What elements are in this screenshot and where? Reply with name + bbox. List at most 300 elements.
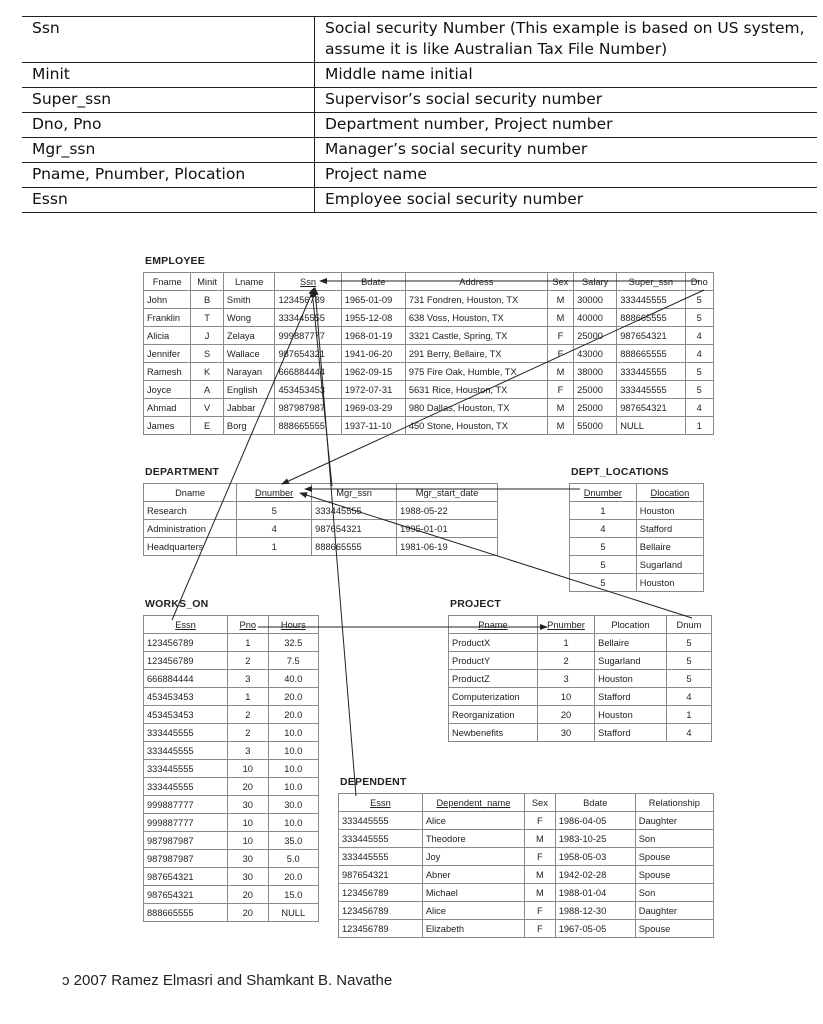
dependent-cell: Son [635, 884, 713, 902]
project-cell: ProductY [449, 652, 538, 670]
employee-column-header: Salary [574, 273, 617, 291]
employee-cell: 5631 Rice, Houston, TX [405, 381, 547, 399]
employee-cell: English [223, 381, 275, 399]
works-on-cell: 30 [228, 850, 268, 868]
dept-locations-header-row [570, 484, 704, 502]
employee-cell: M [547, 309, 573, 327]
dependent-row [339, 812, 714, 830]
employee-cell: 4 [685, 345, 713, 363]
dependent-cell: 333445555 [339, 848, 423, 866]
project-table [448, 615, 712, 742]
employee-cell: 291 Berry, Bellaire, TX [405, 345, 547, 363]
project-cell: Reorganization [449, 706, 538, 724]
works-on-cell: 2 [228, 652, 268, 670]
dept-locations-table [569, 483, 704, 592]
department-cell: Research [144, 502, 237, 520]
dept-locations-cell: Bellaire [636, 538, 703, 556]
employee-column-header: Minit [191, 273, 224, 291]
faint-caption [320, 238, 323, 247]
employee-cell: Alicia [144, 327, 191, 345]
employee-cell: J [191, 327, 224, 345]
dependent-cell: F [525, 920, 556, 938]
employee-cell: K [191, 363, 224, 381]
dept-locations-cell: 4 [570, 520, 637, 538]
works-on-cell: NULL [268, 904, 318, 922]
dept-locations-cell: Houston [636, 574, 703, 592]
works-on-cell: 1 [228, 688, 268, 706]
employee-cell: 999887777 [275, 327, 341, 345]
employee-table [143, 272, 714, 435]
employee-cell: 40000 [574, 309, 617, 327]
employee-cell: F [547, 381, 573, 399]
dependent-cell: 1988-01-04 [555, 884, 635, 902]
dependent-cell: 123456789 [339, 884, 423, 902]
glossary-description: Supervisor’s social security number [315, 88, 818, 113]
employee-cell: 5 [685, 381, 713, 399]
employee-cell: Jabbar [223, 399, 275, 417]
department-cell: 4 [237, 520, 312, 538]
works-on-cell: 987654321 [144, 868, 228, 886]
project-cell: 5 [666, 652, 711, 670]
employee-cell: James [144, 417, 191, 435]
project-cell: Stafford [595, 688, 667, 706]
dependent-cell: 333445555 [339, 812, 423, 830]
employee-cell: John [144, 291, 191, 309]
project-cell: 5 [666, 670, 711, 688]
employee-cell: 1969-03-29 [341, 399, 405, 417]
department-cell: Administration [144, 520, 237, 538]
dept-locations-row [570, 574, 704, 592]
employee-cell: 5 [685, 309, 713, 327]
dependent-column-header: Relationship [635, 794, 713, 812]
dependent-cell: 1986-04-05 [555, 812, 635, 830]
department-row [144, 538, 498, 556]
employee-cell: Borg [223, 417, 275, 435]
works-on-cell: 10.0 [268, 814, 318, 832]
department-cell: 888665555 [312, 538, 397, 556]
dept-locations-cell: Houston [636, 502, 703, 520]
works-on-row [144, 778, 319, 796]
department-column-header: Dnumber [237, 484, 312, 502]
works-on-cell: 15.0 [268, 886, 318, 904]
works-on-cell: 40.0 [268, 670, 318, 688]
employee-header-row [144, 273, 714, 291]
employee-cell: 333445555 [617, 381, 685, 399]
department-cell: 1981-06-19 [397, 538, 498, 556]
dependent-cell: F [525, 848, 556, 866]
employee-cell: 25000 [574, 327, 617, 345]
dependent-cell: F [525, 812, 556, 830]
dependent-row [339, 920, 714, 938]
dependent-cell: Michael [422, 884, 524, 902]
employee-cell: 888665555 [275, 417, 341, 435]
dependent-cell: Spouse [635, 866, 713, 884]
project-column-header: Plocation [595, 616, 667, 634]
works-on-cell: 10.0 [268, 724, 318, 742]
employee-cell: 333445555 [617, 291, 685, 309]
employee-row [144, 291, 714, 309]
works-on-cell: 999887777 [144, 796, 228, 814]
employee-cell: 731 Fondren, Houston, TX [405, 291, 547, 309]
employee-cell: A [191, 381, 224, 399]
dependent-column-header: Dependent_name [422, 794, 524, 812]
employee-cell: 1962-09-15 [341, 363, 405, 381]
employee-title: EMPLOYEE [145, 255, 205, 267]
dependent-row [339, 848, 714, 866]
project-cell: 3 [537, 670, 594, 688]
employee-cell: 1941-06-20 [341, 345, 405, 363]
glossary-term: Minit [22, 63, 315, 88]
works-on-cell: 123456789 [144, 652, 228, 670]
project-row [449, 706, 712, 724]
employee-cell: 123456789 [275, 291, 341, 309]
glossary-term: Essn [22, 188, 315, 213]
employee-cell: 1 [685, 417, 713, 435]
employee-cell: 333445555 [617, 363, 685, 381]
dependent-column-header: Sex [525, 794, 556, 812]
works-on-cell: 30.0 [268, 796, 318, 814]
project-column-header: Pnumber [537, 616, 594, 634]
works-on-cell: 10.0 [268, 742, 318, 760]
employee-cell: F [547, 327, 573, 345]
employee-cell: 987654321 [617, 399, 685, 417]
dependent-cell: 987654321 [339, 866, 423, 884]
department-cell: 1988-05-22 [397, 502, 498, 520]
employee-column-header: Fname [144, 273, 191, 291]
employee-cell: 3321 Castle, Spring, TX [405, 327, 547, 345]
employee-cell: 1965-01-09 [341, 291, 405, 309]
employee-row [144, 381, 714, 399]
works-on-cell: 30 [228, 796, 268, 814]
dept-locations-column-header: Dlocation [636, 484, 703, 502]
works-on-row [144, 670, 319, 688]
employee-cell: 450 Stone, Houston, TX [405, 417, 547, 435]
works-on-column-header: Hours [268, 616, 318, 634]
project-row [449, 634, 712, 652]
works-on-row [144, 850, 319, 868]
works-on-cell: 999887777 [144, 814, 228, 832]
works-on-cell: 10 [228, 832, 268, 850]
employee-cell: Smith [223, 291, 275, 309]
dept-locations-cell: 5 [570, 574, 637, 592]
works-on-cell: 888665555 [144, 904, 228, 922]
dependent-cell: 1967-05-05 [555, 920, 635, 938]
dependent-cell: 123456789 [339, 902, 423, 920]
dept-locations-cell: 5 [570, 538, 637, 556]
glossary-description: Project name [315, 163, 818, 188]
works-on-column-header: Essn [144, 616, 228, 634]
employee-cell: M [547, 399, 573, 417]
project-cell: 1 [537, 634, 594, 652]
dependent-cell: Daughter [635, 902, 713, 920]
works-on-cell: 20.0 [268, 706, 318, 724]
works-on-cell: 333445555 [144, 778, 228, 796]
works-on-row [144, 742, 319, 760]
employee-cell: Wallace [223, 345, 275, 363]
works-on-cell: 1 [228, 634, 268, 652]
glossary-term: Pname, Pnumber, Plocation [22, 163, 315, 188]
works-on-cell: 5.0 [268, 850, 318, 868]
dependent-cell: 1958-05-03 [555, 848, 635, 866]
works-on-cell: 10 [228, 760, 268, 778]
dependent-cell: M [525, 830, 556, 848]
employee-cell: 43000 [574, 345, 617, 363]
department-cell: 1995-01-01 [397, 520, 498, 538]
dept-locations-row [570, 502, 704, 520]
employee-cell: M [547, 417, 573, 435]
glossary-term: Dno, Pno [22, 113, 315, 138]
glossary-description: Employee social security number [315, 188, 818, 213]
works-on-cell: 987654321 [144, 886, 228, 904]
department-cell: 333445555 [312, 502, 397, 520]
employee-cell: 5 [685, 363, 713, 381]
employee-column-header: Super_ssn [617, 273, 685, 291]
project-cell: Stafford [595, 724, 667, 742]
employee-cell: 4 [685, 327, 713, 345]
project-cell: 4 [666, 688, 711, 706]
employee-row [144, 309, 714, 327]
project-row [449, 670, 712, 688]
dependent-cell: Elizabeth [422, 920, 524, 938]
glossary-description: Manager’s social security number [315, 138, 818, 163]
employee-cell: 5 [685, 291, 713, 309]
project-cell: 10 [537, 688, 594, 706]
works-on-cell: 333445555 [144, 742, 228, 760]
dependent-cell: Abner [422, 866, 524, 884]
dept-locations-column-header: Dnumber [570, 484, 637, 502]
works-on-row [144, 868, 319, 886]
employee-cell: 4 [685, 399, 713, 417]
employee-cell: 980 Dallas, Houston, TX [405, 399, 547, 417]
dependent-cell: Spouse [635, 920, 713, 938]
employee-column-header: Address [405, 273, 547, 291]
copyright-text: ↄ 2007 Ramez Elmasri and Shamkant B. Navathe [62, 972, 393, 989]
employee-cell: M [547, 291, 573, 309]
works-on-cell: 10.0 [268, 778, 318, 796]
works-on-row [144, 688, 319, 706]
dependent-title: DEPENDENT [340, 776, 407, 788]
glossary-description: Department number, Project number [315, 113, 818, 138]
project-cell: 2 [537, 652, 594, 670]
employee-cell: Ahmad [144, 399, 191, 417]
employee-cell: 333445555 [275, 309, 341, 327]
employee-cell: 55000 [574, 417, 617, 435]
dependent-cell: Alice [422, 812, 524, 830]
dependent-cell: 333445555 [339, 830, 423, 848]
project-cell: 20 [537, 706, 594, 724]
dept-locations-row [570, 556, 704, 574]
department-title: DEPARTMENT [145, 466, 220, 478]
works-on-cell: 32.5 [268, 634, 318, 652]
employee-cell: B [191, 291, 224, 309]
dependent-cell: 1983-10-25 [555, 830, 635, 848]
employee-cell: 1968-01-19 [341, 327, 405, 345]
dependent-cell: 1988-12-30 [555, 902, 635, 920]
project-row [449, 688, 712, 706]
employee-cell: 666884444 [275, 363, 341, 381]
dependent-cell: Spouse [635, 848, 713, 866]
works-on-cell: 3 [228, 670, 268, 688]
employee-cell: Narayan [223, 363, 275, 381]
dept-locations-cell: 1 [570, 502, 637, 520]
employee-cell: 1937-11-10 [341, 417, 405, 435]
works-on-row [144, 886, 319, 904]
employee-cell: T [191, 309, 224, 327]
dept-locations-cell: Stafford [636, 520, 703, 538]
employee-column-header: Dno [685, 273, 713, 291]
employee-cell: 987654321 [617, 327, 685, 345]
employee-cell: 975 Fire Oak, Humble, TX [405, 363, 547, 381]
works-on-cell: 20 [228, 886, 268, 904]
employee-cell: Wong [223, 309, 275, 327]
works-on-cell: 666884444 [144, 670, 228, 688]
works-on-cell: 7.5 [268, 652, 318, 670]
project-cell: Houston [595, 670, 667, 688]
department-row [144, 502, 498, 520]
works-on-row [144, 652, 319, 670]
dependent-header-row [339, 794, 714, 812]
department-column-header: Mgr_start_date [397, 484, 498, 502]
glossary-term: Mgr_ssn [22, 138, 315, 163]
works-on-cell: 123456789 [144, 634, 228, 652]
works-on-cell: 10 [228, 814, 268, 832]
works-on-cell: 2 [228, 706, 268, 724]
project-column-header: Dnum [666, 616, 711, 634]
project-cell: Bellaire [595, 634, 667, 652]
works-on-row [144, 904, 319, 922]
employee-cell: 888665555 [617, 345, 685, 363]
employee-cell: 30000 [574, 291, 617, 309]
dept-locations-cell: 5 [570, 556, 637, 574]
works-on-cell: 10.0 [268, 760, 318, 778]
employee-column-header: Ssn [275, 273, 341, 291]
glossary-description: Middle name initial [315, 63, 818, 88]
dependent-column-header: Bdate [555, 794, 635, 812]
employee-row [144, 417, 714, 435]
dependent-cell: Son [635, 830, 713, 848]
glossary-term: Super_ssn [22, 88, 315, 113]
dept-locations-cell: Sugarland [636, 556, 703, 574]
department-cell: 5 [237, 502, 312, 520]
project-cell: 5 [666, 634, 711, 652]
project-cell: ProductZ [449, 670, 538, 688]
works-on-row [144, 760, 319, 778]
dependent-cell: Alice [422, 902, 524, 920]
project-title: PROJECT [450, 598, 501, 610]
dependent-cell: F [525, 902, 556, 920]
project-cell: 30 [537, 724, 594, 742]
project-cell: 4 [666, 724, 711, 742]
dependent-row [339, 884, 714, 902]
employee-row [144, 399, 714, 417]
employee-row [144, 327, 714, 345]
employee-column-header: Sex [547, 273, 573, 291]
employee-cell: Jennifer [144, 345, 191, 363]
department-table [143, 483, 498, 556]
works-on-row [144, 814, 319, 832]
department-cell: 987654321 [312, 520, 397, 538]
department-column-header: Dname [144, 484, 237, 502]
employee-cell: V [191, 399, 224, 417]
works-on-row [144, 724, 319, 742]
employee-row [144, 345, 714, 363]
dependent-column-header: Essn [339, 794, 423, 812]
employee-cell: E [191, 417, 224, 435]
works-on-cell: 20 [228, 778, 268, 796]
works-on-cell: 20 [228, 904, 268, 922]
works-on-row [144, 706, 319, 724]
works-on-cell: 987987987 [144, 850, 228, 868]
works-on-cell: 3 [228, 742, 268, 760]
project-cell: ProductX [449, 634, 538, 652]
dependent-cell: Joy [422, 848, 524, 866]
dept-locations-title: DEPT_LOCATIONS [571, 466, 669, 478]
dependent-cell: 123456789 [339, 920, 423, 938]
dependent-cell: Daughter [635, 812, 713, 830]
dependent-cell: M [525, 884, 556, 902]
employee-cell: 453453453 [275, 381, 341, 399]
employee-row [144, 363, 714, 381]
employee-cell: 1972-07-31 [341, 381, 405, 399]
employee-cell: 1955-12-08 [341, 309, 405, 327]
department-column-header: Mgr_ssn [312, 484, 397, 502]
employee-cell: 987654321 [275, 345, 341, 363]
employee-cell: F [547, 345, 573, 363]
project-cell: Houston [595, 706, 667, 724]
project-row [449, 652, 712, 670]
works-on-header-row [144, 616, 319, 634]
department-cell: 1 [237, 538, 312, 556]
department-header-row [144, 484, 498, 502]
project-cell: Sugarland [595, 652, 667, 670]
department-cell: Headquarters [144, 538, 237, 556]
employee-cell: Ramesh [144, 363, 191, 381]
employee-cell: Zelaya [223, 327, 275, 345]
employee-cell: Joyce [144, 381, 191, 399]
works-on-cell: 20.0 [268, 688, 318, 706]
works-on-cell: 333445555 [144, 760, 228, 778]
works-on-cell: 333445555 [144, 724, 228, 742]
dependent-row [339, 866, 714, 884]
project-row [449, 724, 712, 742]
works-on-cell: 20.0 [268, 868, 318, 886]
dependent-row [339, 902, 714, 920]
employee-cell: 38000 [574, 363, 617, 381]
works-on-cell: 453453453 [144, 706, 228, 724]
works-on-cell: 35.0 [268, 832, 318, 850]
employee-column-header: Lname [223, 273, 275, 291]
dependent-cell: Theodore [422, 830, 524, 848]
works-on-column-header: Pno [228, 616, 268, 634]
project-cell: 1 [666, 706, 711, 724]
dependent-row [339, 830, 714, 848]
glossary-term: Ssn [22, 17, 315, 63]
employee-cell: 25000 [574, 381, 617, 399]
glossary-description: Social security Number (This example is based on US system, assume it is like Australian Tax File Number) [315, 17, 818, 63]
works-on-row [144, 796, 319, 814]
dept-locations-row [570, 520, 704, 538]
employee-cell: 888665555 [617, 309, 685, 327]
project-cell: Computerization [449, 688, 538, 706]
department-row [144, 520, 498, 538]
dept-locations-row [570, 538, 704, 556]
employee-cell: 638 Voss, Houston, TX [405, 309, 547, 327]
employee-cell: 987987987 [275, 399, 341, 417]
employee-cell: 25000 [574, 399, 617, 417]
dependent-cell: M [525, 866, 556, 884]
dependent-cell: 1942-02-28 [555, 866, 635, 884]
works-on-row [144, 634, 319, 652]
